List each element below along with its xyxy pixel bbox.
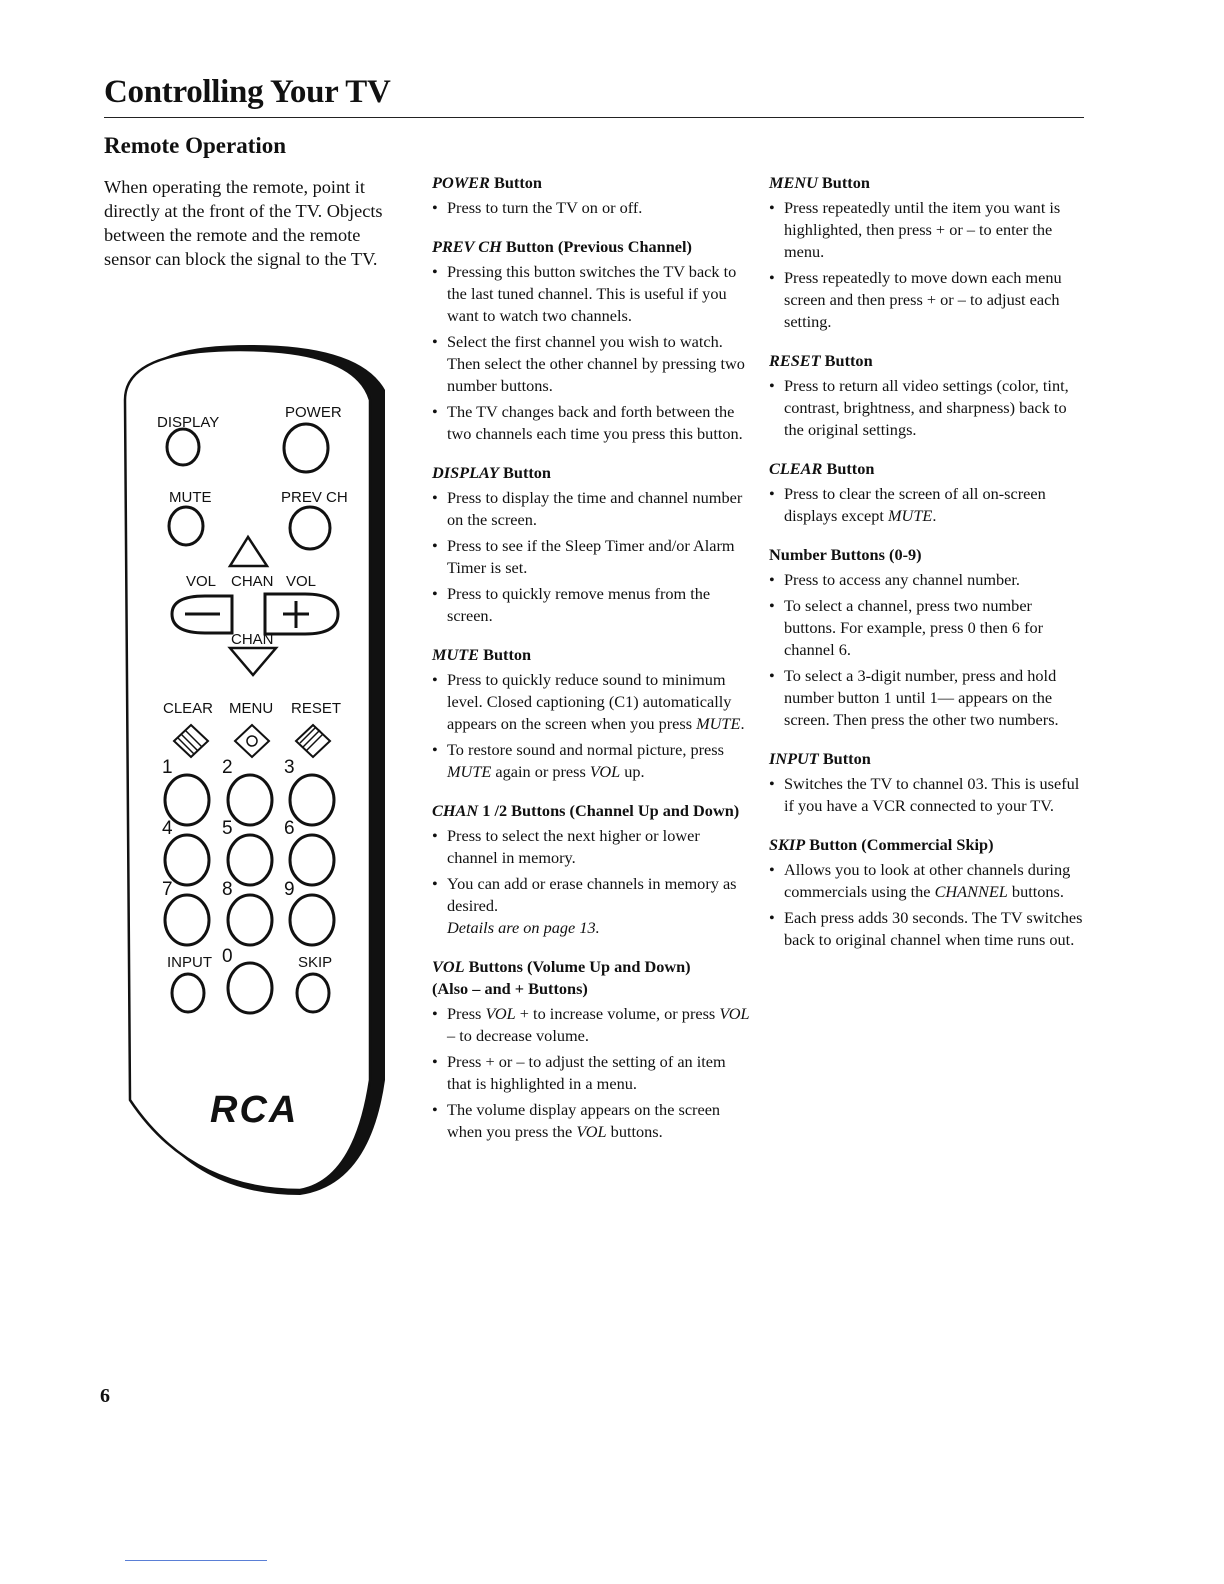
list-item: • To restore sound and normal picture, press MUTE again or press VOL up. xyxy=(432,739,750,783)
intro-paragraph: When operating the remote, point it directly at the front of the TV. Objects between the remote and the remote sensor can block the signal to the TV. xyxy=(104,177,383,269)
menu-section xyxy=(769,172,1084,333)
reset-section xyxy=(769,350,1084,441)
clear-label: CLEAR xyxy=(163,700,214,717)
clear-heading: CLEAR Button xyxy=(769,459,875,478)
list-item: • Press + or – to adjust the setting of an item that is highlighted in a menu. xyxy=(432,1051,750,1095)
digit-0-label: 0 xyxy=(222,946,233,967)
list-item: • Each press adds 30 seconds. The TV switches back to original channel when time runs out. xyxy=(769,907,1084,951)
skip-heading: SKIP Button (Commercial Skip) xyxy=(769,835,994,854)
chan-up-label: CHAN xyxy=(231,573,274,590)
clear-section xyxy=(769,458,1084,527)
power-section xyxy=(432,172,750,219)
chan-section xyxy=(432,800,750,939)
vol-heading: VOL Buttons (Volume Up and Down) xyxy=(432,957,691,976)
digit-9-label: 9 xyxy=(284,879,295,900)
digit-5-label: 5 xyxy=(222,818,233,839)
rca-logo: RCA xyxy=(210,1089,299,1131)
mute-section xyxy=(432,644,750,783)
number-section xyxy=(769,544,1084,731)
list-item: • Press repeatedly until the item you want is highlighted, then press + or – to enter the menu. xyxy=(769,197,1084,263)
display-section xyxy=(432,462,750,627)
skip-section xyxy=(769,834,1084,951)
list-item: • To select a channel, press two number buttons. For example, press 0 then 6 for channel 6. xyxy=(769,595,1084,661)
page-number: 6 xyxy=(100,1385,110,1407)
list-item: • Pressing this button switches the TV back to the last tuned channel. This is useful if you want to watch two channels. xyxy=(432,261,750,327)
list-item: • The volume display appears on the screen when you press the VOL buttons. xyxy=(432,1099,750,1143)
list-item: • Press to return all video settings (color, tint, contrast, brightness, and sharpness) back to the original settings. xyxy=(769,375,1084,441)
prev-ch-heading: PREV CH Button (Previous Channel) xyxy=(432,237,692,256)
input-heading: INPUT Button xyxy=(769,749,871,768)
list-item: • Press to access any channel number. xyxy=(769,569,1084,591)
list-item: • To select a 3-digit number, press and hold number button 1 until 1— appears on the screen. Then press the other two numbers. xyxy=(769,665,1084,731)
digit-7-label: 7 xyxy=(162,879,173,900)
list-item: • Press to clear the screen of all on-screen displays except MUTE. xyxy=(769,483,1084,527)
digit-1-label: 1 xyxy=(162,757,173,778)
mute-label: MUTE xyxy=(169,489,212,506)
chan-down-label: CHAN xyxy=(231,631,274,648)
column-3 xyxy=(769,172,1084,968)
reset-heading: RESET Button xyxy=(769,351,873,370)
column-2 xyxy=(432,172,750,1160)
list-item: • Press to select the next higher or lower channel in memory. xyxy=(432,825,750,869)
digit-4-label: 4 xyxy=(162,818,173,839)
list-item: • Press VOL + to increase volume, or press VOL – to decrease volume. xyxy=(432,1003,750,1047)
vol-section xyxy=(432,956,750,1143)
vol-right-label: VOL xyxy=(286,573,317,590)
list-item: • The TV changes back and forth between the two channels each time you press this button. xyxy=(432,401,750,445)
list-item: • Allows you to look at other channels during commercials using the CHANNEL buttons. xyxy=(769,859,1084,903)
vol-left-label: VOL xyxy=(186,573,217,590)
display-heading: DISPLAY Button xyxy=(432,463,551,482)
number-heading: Number Buttons (0-9) xyxy=(769,545,922,564)
list-item: • Press to see if the Sleep Timer and/or Alarm Timer is set. xyxy=(432,535,750,579)
list-item: • Press repeatedly to move down each menu screen and then press + or – to adjust each setting. xyxy=(769,267,1084,333)
mute-heading: MUTE Button xyxy=(432,645,532,664)
digit-3-label: 3 xyxy=(284,757,295,778)
power-label: POWER xyxy=(285,404,342,421)
list-item: • You can add or erase channels in memory as desired. Details are on page 13. xyxy=(432,873,750,939)
power-heading: POWER Button xyxy=(432,173,542,192)
prev-ch-section xyxy=(432,236,750,445)
prev-ch-label: PREV CH xyxy=(281,489,348,506)
page-reference-note: Details are on page 13. xyxy=(447,918,600,937)
input-label: INPUT xyxy=(167,954,212,971)
skip-label: SKIP xyxy=(298,954,333,971)
chan-heading: CHAN 1 /2 Buttons (Channel Up and Down) xyxy=(432,801,740,820)
footer-line xyxy=(125,1560,267,1561)
list-item: • Press to quickly reduce sound to minimum level. Closed captioning (C1) automatically appears on the screen when you press MUTE. xyxy=(432,669,750,735)
reset-label: RESET xyxy=(291,700,342,717)
digit-2-label: 2 xyxy=(222,757,233,778)
list-item: • Select the first channel you wish to watch. Then select the other channel by pressing two number buttons. xyxy=(432,331,750,397)
display-label: DISPLAY xyxy=(157,414,220,431)
list-item: • Press to turn the TV on or off. xyxy=(432,197,750,219)
list-item: • Press to display the time and channel number on the screen. xyxy=(432,487,750,531)
digit-6-label: 6 xyxy=(284,818,295,839)
menu-heading: MENU Button xyxy=(769,173,870,192)
section-title: Remote Operation xyxy=(104,133,287,158)
digit-8-label: 8 xyxy=(222,879,233,900)
page-title: Controlling Your TV xyxy=(104,74,391,110)
input-section xyxy=(769,748,1084,817)
menu-label: MENU xyxy=(229,700,274,717)
vol-subheading: (Also – and + Buttons) xyxy=(432,979,588,998)
list-item: • Press to quickly remove menus from the screen. xyxy=(432,583,750,627)
list-item: • Switches the TV to channel 03. This is useful if you have a VCR connected to your TV. xyxy=(769,773,1084,817)
